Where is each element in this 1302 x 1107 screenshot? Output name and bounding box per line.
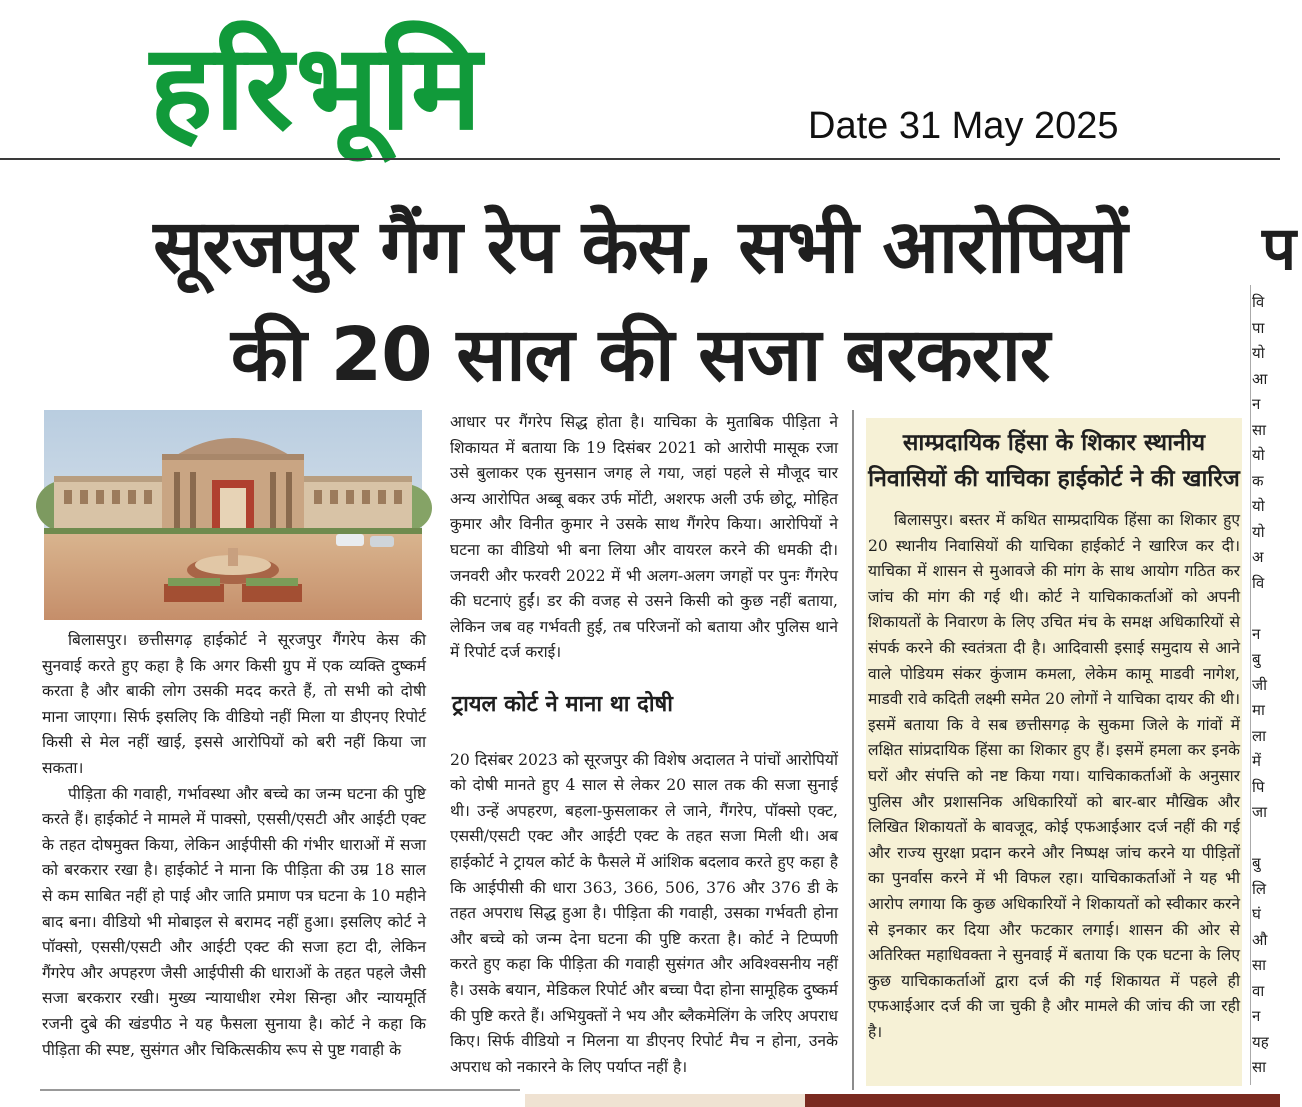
fragment-line: औ: [1252, 930, 1268, 949]
fragment-line: अ: [1252, 548, 1264, 566]
article-paragraph: आधार पर गैंगरेप सिद्ध होता है। याचिका के मुताबिक पीड़िता ने शिकायत में बताया कि 19 दिसंबर 2021 को आरोपी मासूक रजा उसे बुलाकर एक सुनसान जगह ले गया, जहां पहले से मौजूद चार अन्य आरोपित अब्बू बकर उर्फ मोंटी, अशरफ अली उर्फ छोटू, मोहित कुमार और विनीत कुमार ने उसके साथ गैंगरेप किया। आरोपियों ने घटना का वीडियो भी बना लिया और वायरल करने की धमकी दी। जनवरी और फरवरी 2022 में भी अलग-अलग जगहों पर पुनः गैंगरेप की घटनाएं हुईं। डर की वजह से उसने किसी को कुछ नहीं बताया, लेकिन जब वह गर्भवती हुई, तब परिजनों को बताया और पुलिस थाने में रिपोर्ट दर्ज कराई।: [450, 413, 838, 662]
article-paragraph: पीड़िता की गवाही, गर्भावस्था और बच्चे का जन्म घटना की पुष्टि करते हैं। हाईकोर्ट ने मामले में पाक्सो, एससी/एसटी और आईटी एक्ट के तहत दोषमुक्त किया, लेकिन आईपीसी की गंभीर धाराओं में सजा को बरकरार रखा है। हाईकोर्ट ने माना कि पीड़िता की उम्र 18 साल से कम साबित नहीं हो पाई और जाति प्रमाण पत्र घटना के 10 महीने बाद बना। वीडियो भी मोबाइल से बरामद नहीं हुआ। इसलिए कोर्ट ने पॉक्सो, एससी/एसटी और आईटी एक्ट की सजा हटा दी, लेकिन गैंगरेप और अपहरण जैसी आईपीसी की धाराओं के तहत पहले जैसी सजा बरकरार रखी। मुख्य न्यायाधीश रमेश सिन्हा और न्यायमूर्ति रजनी दुबे की खंडपीठ ने यह फैसला सुनाया है। कोर्ट ने कहा कि पीड़िता की स्पष्ट, सुसंगत और चिकित्सकीय रूप से पुष्ट गवाही के: [42, 784, 426, 1059]
sidebar-article-title: [868, 425, 1240, 497]
sidebar-article-body: [868, 508, 1240, 1045]
adjacent-article-fragment: [1252, 290, 1280, 1090]
column-divider: [852, 410, 854, 1090]
fragment-line: बु: [1252, 854, 1261, 872]
fragment-line: लि: [1252, 879, 1267, 898]
fragment-line: सा: [1252, 420, 1267, 439]
article-paragraph: बिलासपुर। छत्तीसगढ़ हाईकोर्ट ने सूरजपुर गैंगरेप केस की सुनवाई करते हुए कहा है कि अगर किसी ग्रुप में एक व्यक्ति दुष्कर्म करता है और बाकी लोग उसकी मदद करते हैं, तो सभी को दोषी माना जाएगा। सिर्फ इसलिए कि वीडियो नहीं मिला या डीएनए रिपोर्ट किसी से मेल नहीं खाई, इससे आरोपियों को बरी नहीं किया जा सकता।: [42, 631, 426, 777]
fragment-line: पा: [1252, 318, 1265, 337]
sidebar-title-line-2: निवासियों की याचिका हाईकोर्ट ने की खारिज: [868, 466, 1240, 492]
adjacent-headline-fragment: प: [1262, 214, 1297, 284]
fragment-line: वा: [1252, 981, 1265, 1000]
fragment-line: [1252, 596, 1280, 622]
article-paragraph: 20 दिसंबर 2023 को सूरजपुर की विशेष अदालत ने पांचों आरोपियों को दोषी मानते हुए 4 साल से लेकर 20 साल तक की सजा सुनाई थी। उन्हें अपहरण, बहला-फुसलाकर ले जाने, गैंगरेप, पॉक्सो एक्ट, एससी/एसटी एक्ट और आईटी एक्ट के तहत सजा मिली थी। अब हाईकोर्ट ने ट्रायल कोर्ट के फैसले में आंशिक बदलाव करते हुए कहा है कि आईपीसी की धारा 363, 366, 506, 376 और 376 डी के तहत अपराध सिद्ध हुआ है। पीड़िता की गवाही, उसका गर्भवती होना और बच्चे को जन्म देना घटना की पुष्टि करता है। कोर्ट ने टिप्पणी करते हुए कहा कि पीड़िता की गवाही सुसंगत और अविश्वसनीय नहीं है। उसके बयान, मेडिकल रिपोर्ट और बच्चा पैदा होना सामूहिक दुष्कर्म की पुष्टि करते हैं। अभियुक्तों ने भय और ब्लैकमेलिंग के जरिए अपराध किए। सिर्फ वीडियो न मिलना या डीएनए रिपोर्ट मैच न होना, उनके अपराध को नकारने के लिए पर्याप्त नहीं है।: [450, 750, 838, 1076]
fragment-line: यो: [1252, 446, 1265, 464]
fragment-line: यो: [1252, 522, 1265, 541]
article-column-2: [450, 410, 838, 666]
bottom-divider: [40, 1089, 520, 1091]
headline-line-1: सूरजपुर गैंग रेप केस, सभी आरोपियों: [153, 204, 1127, 290]
fragment-line: जी: [1252, 675, 1268, 694]
fragment-line: क: [1252, 471, 1264, 490]
fragment-line: सा: [1252, 956, 1267, 974]
court-building-illustration: [44, 410, 422, 620]
fragment-line: आ: [1252, 369, 1268, 388]
fragment-line: जा: [1252, 803, 1268, 821]
fragment-line: यो: [1252, 497, 1265, 515]
fragment-line: सा: [1252, 1058, 1267, 1076]
fragment-line: न: [1252, 395, 1261, 413]
fragment-line: पि: [1252, 777, 1265, 796]
newspaper-logo: हरिभूमि: [150, 18, 484, 156]
fragment-line: घं: [1252, 905, 1261, 923]
fragment-line: [1252, 826, 1280, 852]
article-column-2-continued: [450, 732, 838, 1096]
fragment-line: ला: [1252, 726, 1267, 745]
fragment-line: न: [1252, 1007, 1261, 1025]
masthead-divider: [0, 158, 1280, 160]
fragment-line: में: [1252, 752, 1261, 770]
column-divider: [1250, 285, 1251, 1085]
high-court-photo: [44, 410, 422, 620]
fragment-line: यह: [1252, 1032, 1269, 1051]
headline-line-2: की 20 साल की सजा बरकरार: [230, 312, 1050, 398]
bottom-band-light: [525, 1094, 805, 1107]
fragment-line: मा: [1252, 701, 1265, 719]
fragment-line: वि: [1252, 293, 1265, 311]
fragment-line: बु: [1252, 650, 1261, 668]
fragment-line: वि: [1252, 573, 1265, 592]
fragment-line: न: [1252, 624, 1261, 643]
date-label: Date 31 May 2025: [808, 105, 1119, 147]
article-subheading: ट्रायल कोर्ट ने माना था दोषी: [452, 692, 673, 717]
article-column-1: [42, 628, 426, 1063]
sidebar-title-line-1: साम्प्रदायिक हिंसा के शिकार स्थानीय: [902, 430, 1206, 456]
article-paragraph: बिलासपुर। बस्तर में कथित साम्प्रदायिक हिंसा का शिकार हुए 20 स्थानीय निवासियों की याचिका हाईकोर्ट ने खारिज कर दी। याचिका में शासन से मुआवजे की मांग के साथ आयोग गठित कर जांच की मांग की गई थी। कोर्ट ने याचिकाकर्ताओं को अपनी शिकायतों के निवारण के लिए उचित मंच के समक्ष अधिकारियों से संपर्क करने की स्वतंत्रता दी है। आदिवासी इसाई समुदाय से आने वाले पोडियम संकर कुंजाम कमला, लेकेम कामू माडवी नागेश, माडवी रावे कदिती लक्ष्मी समेत 20 लोगों ने याचिका दायर की थी। इसमें बताया कि वे सब छत्तीसगढ़ के सुकमा जिले के गांवों में लक्षित सांप्रदायिक हिंसा का शिकार हुए हैं। इसमें हमला कर इनके घरों और संपत्ति को नष्ट किया गया। याचिकाकर्ताओं के अनुसार पुलिस और प्रशासनिक अधिकारियों को बार-बार मौखिक और लिखित शिकायतों के बावजूद, कोई एफआईआर दर्ज नहीं की गई और राज्य सुरक्षा प्रदान करने और निष्पक्ष जांच करने या पीड़ितों का पुनर्वास करने में भी विफल रहा। याचिकाकर्ताओं ने यह भी आरोप लगाया कि कुछ अधिकारियों ने शिकायतों को स्वीकार करने से इनकार कर दिया और फटकार लगाई। शासन की ओर से अतिरिक्त महाधिवक्ता ने सुनवाई में बताया कि एक घटना के लिए कुछ याचिकाकर्ताओं द्वारा दर्ज की गई शिकायत में पहले ही एफआईआर दर्ज की जा चुकी है और मामले की जांच की जा रही है।: [868, 511, 1240, 1041]
bottom-band-dark: [805, 1094, 1280, 1107]
fragment-line: यो: [1252, 344, 1265, 362]
